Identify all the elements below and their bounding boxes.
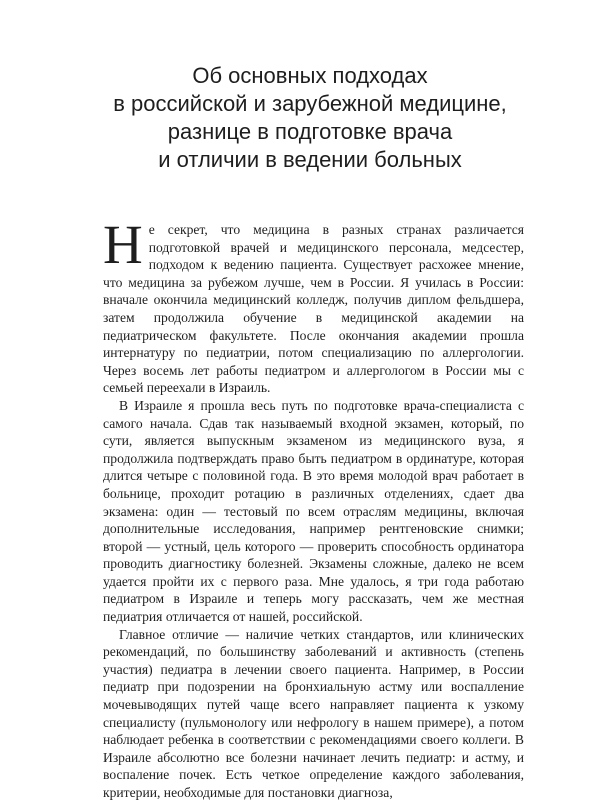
chapter-title <box>90 62 530 174</box>
paragraph-3: Главное отличие — наличие четких стандартов, или клинических рекомендаций, по большинству заболеваний и активность (степень участия) педиатра в лечении своего пациента. Например, в России педиатр при подозрении на бронхиальную астму или воспалление мочевыводящих путей чаще всего направляет пациента к узкому специалисту (пульмонологу или нефрологу в нашем примере), а потом наблюдает ребенка в соответствии с рекомендациями своего коллеги. В Израиле абсолютно все болезни начинает лечить педиатр: и астму, и воспаление почек. Есть четкое определение каждого заболевания, критерии, необходимые для постановки диагноза, <box>103 626 524 800</box>
chapter-title-line: и отличии в ведении больных <box>158 147 462 172</box>
chapter-body <box>103 214 524 802</box>
drop-cap: Н <box>103 214 143 275</box>
chapter-title-line: разнице в подготовке врача <box>167 119 453 144</box>
chapter-title-line: Об основных подходах <box>192 63 428 88</box>
paragraph-1 <box>103 214 524 397</box>
paragraph-2: В Израиле я прошла весь путь по подготовке врача-специалиста с самого начала. Сдав так называемый входной экзамен, который, по сути, является выпускным экзаменом из медицинского вуза, я продолжила подтверждать право быть педиатром в ординатуре, которая длится четыре с половиной года. В это время молодой врач работает в больнице, проходит ротацию в различных отделениях, сдает два экзамена: один — тестовый по всем отраслям медицины, включая дополнительные исследования, например рентгеновские снимки; второй — устный, цель которого — проверить способность ординатора проводить диагностику болезней. Экзамены сложные, далеко не всем удается пройти их с первого раза. Мне удалось, я три года работаю педиатром в Израиле и теперь могу рассказать, чем же местная педиатрия отличается от нашей, российской. <box>103 397 524 625</box>
chapter-title-line: в российской и зарубежной медицине, <box>113 91 507 116</box>
paragraph-1-text: е секрет, что медицина в разных странах различается подготовкой врачей и медицинского персонала, медсестер, подходом к ведению пациента. Существует расхожее мнение, что медицина за рубежом лучше, чем в России. Я училась в России: вначале окончила медицинский колледж, получив диплом фельдшера, затем продолжила обучение в медицинской академии на педиатрическом факультете. После окончания академии прошла интернатуру по педиатрии, потом специализацию по аллергологии. Через восемь лет работы педиатром и аллергологом в России мы с семьей переехали в Израиль. <box>103 222 524 396</box>
